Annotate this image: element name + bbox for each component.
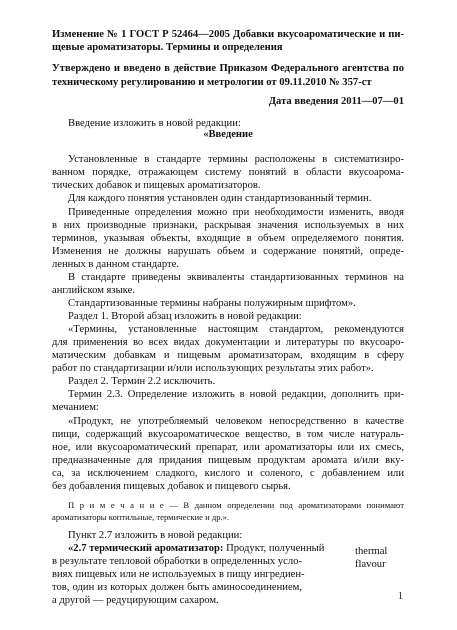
effective-date: Дата введения 2011—07—01 — [268, 96, 404, 107]
paragraph-line: работ по стандартизации и/или использующих результаты этих работ». — [52, 363, 374, 374]
paragraph-line: мечанием: — [52, 402, 99, 413]
page-number: 1 — [398, 591, 403, 602]
paragraph-line: Пункт 2.7 изложить в новой редакции: — [68, 530, 243, 541]
paragraph-line: В стандарте приведены эквиваленты стандартизованных терминов на — [68, 272, 404, 283]
paragraph-line: «Продукт, не употребляемый человеком непосредственно в качестве — [68, 416, 404, 427]
section-heading-introduction: «Введение — [203, 129, 253, 140]
english-term-line-2: flavour — [355, 559, 386, 570]
paragraph-line: Для каждого понятия установлен один стандартизованный термин. — [68, 193, 372, 204]
term-definition-line — [68, 542, 325, 555]
approval-line-2: техническому регулированию и метрологии от 09.11.2010 № 357-ст — [52, 77, 372, 88]
paragraph-line: предназначенные для придания пищевым продуктам аромата и/или вку- — [52, 455, 404, 466]
term-name: «2.7 термический ароматизатор: — [68, 543, 224, 554]
paragraph-line: терминов, указывая объекты, входящие в объем определяемого понятия. — [52, 233, 404, 244]
paragraph-line: в них производные признаки, раскрывая значения используемых в них — [52, 220, 404, 231]
paragraph-line: Раздел 2. Термин 2.2 исключить. — [68, 376, 216, 387]
paragraph-line: Раздел 1. Второй абзац изложить в новой редакции: — [68, 311, 302, 322]
term-definition-line: тов, один из которых должен быть аминосоединением, — [52, 582, 302, 593]
term-definition-start: Продукт, полученный — [223, 543, 325, 554]
paragraph-line: для применения во всех видах документации и литературы по вкусоаро- — [52, 337, 404, 348]
english-term-line-1: thermal — [355, 546, 388, 557]
paragraph-line: без добавления пищевых добавок и пищевого сырья. — [52, 481, 291, 492]
approval-line-1: Утверждено и введено в действие Приказом Федерального агентства по — [52, 63, 404, 74]
term-definition-line: виях пищевых или не используемых в пищу ингредиен- — [52, 569, 305, 580]
paragraph-line: Термин 2.3. Определение изложить в новой редакции, дополнить при- — [68, 389, 404, 400]
paragraph-line: ванном порядке, отражающем систему понятий в области вкусоарома- — [52, 167, 404, 178]
paragraph-line: матическим добавкам и пищевым ароматизаторам, входящим в сферу — [52, 350, 404, 361]
paragraph-line: Стандартизованные термины набраны полужирным шрифтом». — [68, 298, 356, 309]
paragraph-line: ленных в данном стандарте. — [52, 259, 179, 270]
amendment-title-line-2: щевые ароматизаторы. Термины и определения — [52, 42, 283, 53]
paragraph-line: са, за исключением сладкого, кислого и соленого, с добавлением или — [52, 468, 404, 479]
paragraph-line: «Термины, установленные настоящим стандартом, рекомендуются — [68, 324, 404, 335]
instruction-introduction: Введение изложить в новой редакции: — [68, 118, 241, 129]
paragraph-line: Установленные в стандарте термины расположены в систематизиро- — [68, 154, 404, 165]
amendment-title-line-1: Изменение № 1 ГОСТ Р 52464—2005 Добавки вкусоароматические и пи- — [52, 29, 404, 40]
note-line: ароматизаторы коптильные, термические и др.». — [52, 512, 230, 522]
paragraph-line: ное, или вкусоароматический препарат, или ароматизаторы или их смесь, — [52, 442, 404, 453]
paragraph-line: Изменения не должны нарушать объем и содержание понятий, опреде- — [52, 246, 404, 257]
note-line: П р и м е ч а н и е — В данном определении под ароматизаторами понимают — [68, 500, 404, 510]
term-definition-line: а другой — редуцирующим сахаром. — [52, 595, 219, 606]
paragraph-line: тических добавок и пищевых ароматизаторов. — [52, 180, 261, 191]
term-definition-line: в результате тепловой обработки в определенных усло- — [52, 556, 302, 567]
paragraph-line: Приведенные определения можно при необходимости изменить, вводя — [68, 207, 404, 218]
paragraph-line: пищи, содержащий вкусоароматическое вещество, в том числе натураль- — [52, 429, 404, 440]
paragraph-line: английском языке. — [52, 285, 135, 296]
